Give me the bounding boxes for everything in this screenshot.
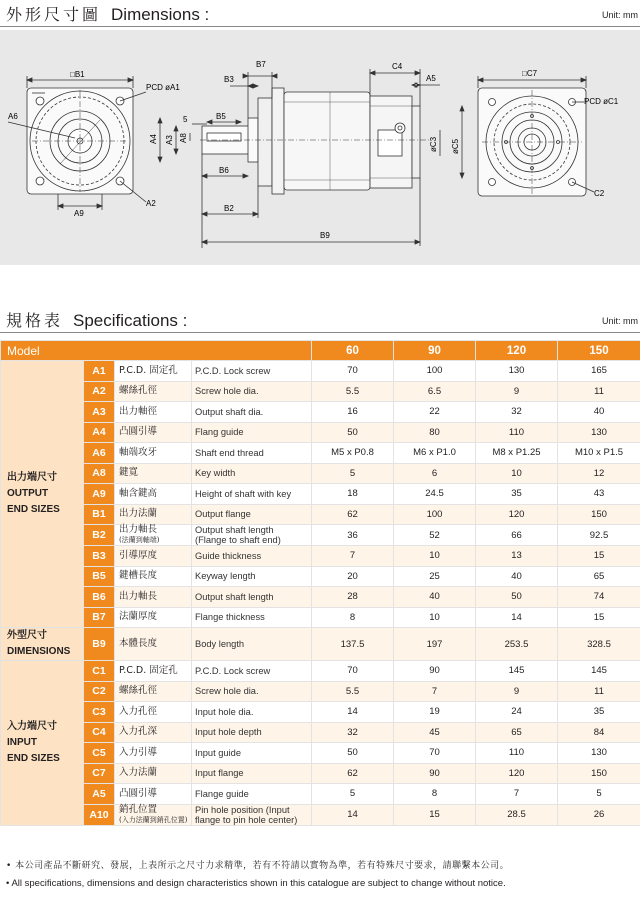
- label-B1: □B1: [70, 70, 85, 79]
- param-name-en: [192, 784, 312, 805]
- group-en1: DIMENSIONS: [7, 646, 71, 657]
- size-header-3: 150: [558, 341, 640, 361]
- group-label-0: [1, 361, 84, 628]
- value-cell: 35: [558, 702, 640, 723]
- value-cell: 14: [476, 607, 558, 628]
- specifications-title-en: Specifications :: [73, 311, 188, 330]
- param-en-text: Height of shaft with key: [195, 488, 292, 499]
- param-code: A9: [84, 484, 115, 505]
- param-code: A6: [84, 443, 115, 464]
- param-cn-text: 銷孔位置: [119, 803, 158, 815]
- table-row: [1, 628, 640, 661]
- value-cell: 130: [558, 422, 640, 443]
- label-A9: A9: [74, 209, 84, 218]
- param-cn-text: 本體長度: [119, 638, 158, 649]
- value-cell: 40: [394, 587, 476, 608]
- value-cell: 84: [558, 722, 640, 743]
- param-name-en: [192, 504, 312, 525]
- table-row: [1, 484, 640, 505]
- value-cell: 92.5: [558, 525, 640, 546]
- value-cell: 18: [312, 484, 394, 505]
- param-cn-text: 鍵寬: [119, 467, 139, 479]
- param-name-en: [192, 628, 312, 661]
- size-header-0: 60: [312, 341, 394, 361]
- value-cell: 9: [476, 681, 558, 702]
- value-cell: 50: [476, 587, 558, 608]
- value-cell: 5: [312, 463, 394, 484]
- value-cell: 6.5: [394, 381, 476, 402]
- table-row: [1, 566, 640, 587]
- table-row: [1, 361, 640, 382]
- param-name-en: [192, 463, 312, 484]
- value-cell: 10: [476, 463, 558, 484]
- param-cn-text: 出力軸長: [119, 524, 158, 535]
- param-name-en: [192, 681, 312, 702]
- param-cn-text: 入力法蘭: [119, 767, 158, 779]
- value-cell: 70: [312, 361, 394, 382]
- value-cell: 7: [476, 784, 558, 805]
- value-cell: 28: [312, 587, 394, 608]
- param-code: B6: [84, 587, 115, 608]
- value-cell: 24.5: [394, 484, 476, 505]
- param-cn-text: 出力法蘭: [119, 508, 158, 520]
- param-code: A1: [84, 361, 115, 382]
- param-en-text: Input hole depth: [195, 727, 262, 738]
- specifications-unit: Unit: mm: [602, 316, 638, 326]
- param-name-cn: [115, 484, 192, 505]
- value-cell: 52: [394, 525, 476, 546]
- param-cn-text: 凸圓引導: [119, 787, 158, 799]
- value-cell: 197: [394, 628, 476, 661]
- value-cell: 328.5: [558, 628, 640, 661]
- value-cell: 100: [394, 504, 476, 525]
- param-name-cn: [115, 661, 192, 682]
- param-cn-text: P.C.D. 固定孔: [119, 364, 178, 376]
- param-name-en: [192, 702, 312, 723]
- value-cell: 130: [558, 743, 640, 764]
- param-name-en: [192, 607, 312, 628]
- label-B9: B9: [320, 231, 330, 240]
- table-row: [1, 681, 640, 702]
- param-en-text: Body length: [195, 639, 245, 649]
- param-name-en: [192, 443, 312, 464]
- param-en-text: Output shaft dia.: [195, 406, 264, 417]
- param-en-text: Keyway length: [195, 571, 256, 582]
- param-code: A4: [84, 422, 115, 443]
- param-en-text: Shaft end thread: [195, 447, 264, 458]
- table-header-row: [1, 341, 640, 361]
- table-row: [1, 504, 640, 525]
- param-name-en: [192, 546, 312, 567]
- label-A6: A6: [8, 112, 18, 121]
- param-name-en: [192, 566, 312, 587]
- value-cell: 15: [558, 546, 640, 567]
- table-row: [1, 525, 640, 546]
- value-cell: 26: [558, 804, 640, 825]
- table-row: [1, 702, 640, 723]
- value-cell: 50: [312, 422, 394, 443]
- size-header-2: 120: [476, 341, 558, 361]
- input-flange-front-view: [478, 88, 586, 196]
- value-cell: 130: [476, 361, 558, 382]
- label-C2: C2: [594, 189, 605, 198]
- specifications-title-cn: 規格表: [6, 311, 64, 330]
- param-code: C3: [84, 702, 115, 723]
- value-cell: 14: [312, 804, 394, 825]
- value-cell: 5: [558, 784, 640, 805]
- param-name-cn: [115, 587, 192, 608]
- param-name-cn: [115, 402, 192, 423]
- param-name-cn: [115, 504, 192, 525]
- value-cell: 74: [558, 587, 640, 608]
- param-cn-text: 入力引導: [119, 746, 158, 758]
- param-en-text: P.C.D. Lock screw: [195, 665, 271, 676]
- value-cell: 80: [394, 422, 476, 443]
- value-cell: 32: [312, 722, 394, 743]
- param-name-cn: [115, 607, 192, 628]
- value-cell: 8: [312, 607, 394, 628]
- label-B7: B7: [256, 60, 266, 69]
- param-en-text: Flang guide: [195, 427, 244, 438]
- label-A5: A5: [426, 74, 436, 83]
- label-A4: A4: [149, 134, 158, 144]
- group-label-2: [1, 661, 84, 826]
- param-en-text: Pin hole position (Input: [195, 804, 290, 815]
- param-cn-text: 法蘭厚度: [119, 611, 158, 623]
- param-code: A2: [84, 381, 115, 402]
- param-name-en: [192, 422, 312, 443]
- param-en-text2: (Flange to shaft end): [195, 535, 281, 545]
- value-cell: 7: [312, 546, 394, 567]
- dimensions-title-cn: 外形尺寸圖: [6, 5, 102, 24]
- value-cell: 90: [394, 763, 476, 784]
- param-name-en: [192, 804, 312, 825]
- value-cell: 22: [394, 402, 476, 423]
- dimensions-title: [6, 2, 209, 25]
- value-cell: 40: [558, 402, 640, 423]
- value-cell: 11: [558, 381, 640, 402]
- label-B6: B6: [219, 166, 229, 175]
- label-C4: C4: [392, 62, 403, 71]
- group-en1: OUTPUT: [7, 488, 49, 499]
- param-en-text: Input hole dia.: [195, 706, 254, 717]
- value-cell: 150: [558, 504, 640, 525]
- param-en-text: P.C.D. Lock screw: [195, 365, 271, 376]
- value-cell: 110: [476, 743, 558, 764]
- value-cell: 120: [476, 763, 558, 784]
- specifications-title: [6, 308, 187, 331]
- value-cell: 10: [394, 607, 476, 628]
- value-cell: 8: [394, 784, 476, 805]
- value-cell: 32: [476, 402, 558, 423]
- param-name-cn: [115, 628, 192, 661]
- param-name-en: [192, 402, 312, 423]
- value-cell: 11: [558, 681, 640, 702]
- value-cell: 40: [476, 566, 558, 587]
- param-code: C2: [84, 681, 115, 702]
- value-cell: M8 x P1.25: [476, 443, 558, 464]
- param-name-cn: [115, 702, 192, 723]
- value-cell: 24: [476, 702, 558, 723]
- param-cn-text: 引導厚度: [119, 549, 158, 561]
- specifications-header: [0, 308, 640, 333]
- table-row: [1, 722, 640, 743]
- value-cell: 66: [476, 525, 558, 546]
- param-code: C1: [84, 661, 115, 682]
- value-cell: 15: [394, 804, 476, 825]
- value-cell: 5: [312, 784, 394, 805]
- param-cn-text: P.C.D. 固定孔: [119, 664, 178, 676]
- value-cell: 19: [394, 702, 476, 723]
- param-name-en: [192, 661, 312, 682]
- param-en-text: Output shaft length: [195, 591, 274, 602]
- label-A3: A3: [165, 135, 174, 145]
- param-cn-text: 入力孔徑: [119, 705, 158, 717]
- param-name-en: [192, 484, 312, 505]
- param-name-en: [192, 361, 312, 382]
- table-row: [1, 587, 640, 608]
- value-cell: 7: [394, 681, 476, 702]
- note-en: • All specifications, dimensions and design characteristics shown in this catalogue are subject to change without notice.: [6, 878, 506, 889]
- param-cn-text: 入力孔深: [119, 726, 158, 738]
- param-name-cn: [115, 525, 192, 546]
- param-name-cn: [115, 763, 192, 784]
- value-cell: 65: [476, 722, 558, 743]
- table-row: [1, 443, 640, 464]
- param-code: B2: [84, 525, 115, 546]
- param-name-en: [192, 587, 312, 608]
- label-B3: B3: [224, 75, 234, 84]
- group-en2: END SIZES: [7, 752, 60, 764]
- table-row: [1, 381, 640, 402]
- param-code: B7: [84, 607, 115, 628]
- value-cell: 14: [312, 702, 394, 723]
- param-cn-text: 螺絲孔徑: [119, 685, 158, 697]
- param-en-text: Output shaft length: [195, 525, 274, 535]
- value-cell: 15: [558, 607, 640, 628]
- label-A8: A8: [179, 133, 188, 143]
- value-cell: 9: [476, 381, 558, 402]
- param-code: B5: [84, 566, 115, 587]
- value-cell: 62: [312, 504, 394, 525]
- param-code: C4: [84, 722, 115, 743]
- param-name-cn: [115, 443, 192, 464]
- value-cell: 36: [312, 525, 394, 546]
- table-row: [1, 607, 640, 628]
- value-cell: M5 x P0.8: [312, 443, 394, 464]
- label-B2: B2: [224, 204, 234, 213]
- dimensions-header: [0, 2, 640, 27]
- value-cell: 110: [476, 422, 558, 443]
- value-cell: 70: [312, 661, 394, 682]
- param-en-text: Input flange: [195, 768, 244, 779]
- notes: [6, 857, 636, 893]
- value-cell: 150: [558, 763, 640, 784]
- value-cell: 137.5: [312, 628, 394, 661]
- table-row: [1, 463, 640, 484]
- label-5: 5: [183, 115, 188, 124]
- param-name-en: [192, 722, 312, 743]
- value-cell: 165: [558, 361, 640, 382]
- size-header-1: 90: [394, 341, 476, 361]
- group-en1: INPUT: [7, 736, 37, 748]
- table-row: [1, 422, 640, 443]
- value-cell: 6: [394, 463, 476, 484]
- param-cn-text: 螺絲孔徑: [119, 385, 158, 397]
- value-cell: 253.5: [476, 628, 558, 661]
- param-code: A5: [84, 784, 115, 805]
- group-cn: 出力端尺寸: [7, 472, 57, 483]
- value-cell: 35: [476, 484, 558, 505]
- param-cn-text: 出力軸徑: [119, 405, 158, 417]
- param-en-text: Input guide: [195, 747, 242, 758]
- param-code: C7: [84, 763, 115, 784]
- label-PCD-A1: PCD øA1: [146, 83, 180, 92]
- gearbox-side-view: [200, 88, 430, 194]
- param-name-cn: [115, 784, 192, 805]
- value-cell: 120: [476, 504, 558, 525]
- param-en-text: Guide thickness: [195, 550, 262, 561]
- table-row: [1, 763, 640, 784]
- param-code: B1: [84, 504, 115, 525]
- param-cn-sub: (法蘭到軸端): [119, 536, 160, 544]
- label-A2: A2: [146, 199, 156, 208]
- label-C7: □C7: [522, 69, 538, 78]
- group-cn: 外型尺寸: [7, 630, 47, 641]
- param-cn-text: 出力軸長: [119, 590, 158, 602]
- table-row: [1, 661, 640, 682]
- value-cell: 70: [394, 743, 476, 764]
- param-name-en: [192, 743, 312, 764]
- param-en-text: Flange thickness: [195, 612, 265, 623]
- value-cell: 62: [312, 763, 394, 784]
- value-cell: 90: [394, 661, 476, 682]
- value-cell: M6 x P1.0: [394, 443, 476, 464]
- param-cn-text: 凸圓引導: [119, 426, 158, 438]
- param-en-text: Flange guide: [195, 788, 249, 799]
- param-cn-text: 軸含鍵高: [119, 487, 158, 499]
- param-name-en: [192, 763, 312, 784]
- table-row: [1, 743, 640, 764]
- dimensions-unit: Unit: mm: [602, 10, 638, 20]
- value-cell: 100: [394, 361, 476, 382]
- param-code: B9: [84, 628, 115, 661]
- table-row: [1, 784, 640, 805]
- param-cn-text: 鍵槽長度: [119, 570, 158, 582]
- param-name-cn: [115, 546, 192, 567]
- label-C5: øC5: [451, 138, 460, 154]
- value-cell: 5.5: [312, 681, 394, 702]
- param-code: A3: [84, 402, 115, 423]
- param-name-cn: [115, 463, 192, 484]
- value-cell: 65: [558, 566, 640, 587]
- param-cn-sub: (入力法蘭到銷孔位置): [119, 815, 188, 824]
- param-code: A10: [84, 804, 115, 825]
- dimension-drawing: [0, 30, 640, 265]
- label-PCD-C1: PCD øC1: [584, 97, 619, 106]
- param-code: C5: [84, 743, 115, 764]
- value-cell: 16: [312, 402, 394, 423]
- param-en-text: Output flange: [195, 509, 251, 520]
- value-cell: 43: [558, 484, 640, 505]
- param-name-cn: [115, 681, 192, 702]
- param-en-text: Screw hole dia.: [195, 386, 259, 397]
- group-label-1: [1, 628, 84, 661]
- specifications-table: [0, 340, 640, 826]
- param-name-cn: [115, 722, 192, 743]
- dimensions-title-en: Dimensions :: [111, 5, 210, 24]
- value-cell: 12: [558, 463, 640, 484]
- label-C3: øC3: [429, 136, 438, 152]
- table-row: [1, 402, 640, 423]
- param-en-text: Screw hole dia.: [195, 686, 259, 697]
- param-name-cn: [115, 804, 192, 825]
- value-cell: 145: [476, 661, 558, 682]
- value-cell: 10: [394, 546, 476, 567]
- value-cell: 28.5: [476, 804, 558, 825]
- param-name-cn: [115, 743, 192, 764]
- group-cn: 入力端尺寸: [7, 720, 57, 732]
- label-B5: B5: [216, 112, 226, 121]
- param-cn-text: 軸端攻牙: [119, 446, 158, 458]
- param-name-en: [192, 381, 312, 402]
- value-cell: 5.5: [312, 381, 394, 402]
- value-cell: 50: [312, 743, 394, 764]
- group-en2: END SIZES: [7, 504, 60, 515]
- param-name-cn: [115, 566, 192, 587]
- param-name-cn: [115, 381, 192, 402]
- param-code: A8: [84, 463, 115, 484]
- value-cell: M10 x P1.5: [558, 443, 640, 464]
- value-cell: 20: [312, 566, 394, 587]
- param-name-en: [192, 525, 312, 546]
- value-cell: 145: [558, 661, 640, 682]
- param-code: B3: [84, 546, 115, 567]
- param-en-text: Key width: [195, 468, 236, 479]
- table-row: [1, 804, 640, 825]
- model-header: Model: [1, 341, 312, 361]
- param-en-text2: flange to pin hole center): [195, 814, 298, 825]
- note-cn: • 本公司產品不斷研究、發展，上表所示之尺寸力求精準，若有不符請以實物為準，若有特殊尺寸要求，請聯繫本公司。: [6, 861, 510, 871]
- value-cell: 25: [394, 566, 476, 587]
- param-name-cn: [115, 422, 192, 443]
- table-row: [1, 546, 640, 567]
- value-cell: 13: [476, 546, 558, 567]
- output-flange-front-view: [27, 88, 133, 194]
- value-cell: 45: [394, 722, 476, 743]
- param-name-cn: [115, 361, 192, 382]
